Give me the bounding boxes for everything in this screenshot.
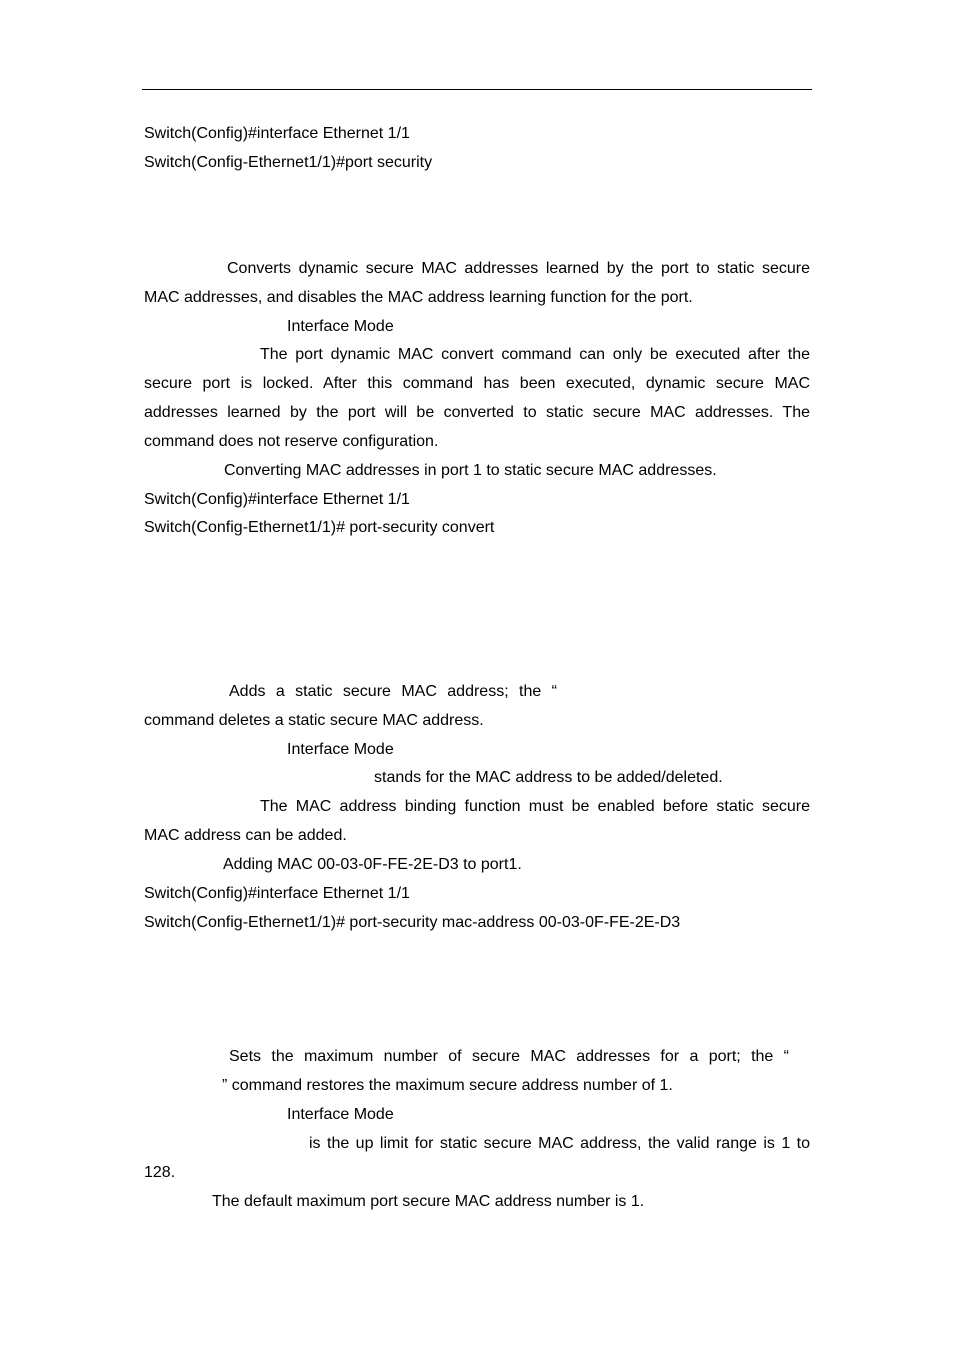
function-text: Sets the maximum number of secure MAC addresses for a port; the “: [229, 1048, 789, 1065]
example-text: Adding MAC 00-03-0F-FE-2E-D3 to port1.: [223, 856, 522, 873]
usage-text: MAC address can be added.: [144, 827, 347, 844]
usage-text: addresses learned by the port will be converted to static secure MAC addresses. The: [144, 404, 810, 421]
function-text: Adds a static secure MAC address; the “: [229, 683, 557, 700]
function-text: ” command restores the maximum secure address number of 1.: [222, 1077, 673, 1094]
command-mode: Interface Mode: [287, 318, 394, 335]
function-text: MAC addresses, and disables the MAC address learning function for the port.: [144, 289, 693, 306]
code-line: Switch(Config-Ethernet1/1)# port-security mac-address 00-03-0F-FE-2E-D3: [144, 914, 681, 931]
usage-text: The port dynamic MAC convert command can only be executed after the: [260, 346, 810, 363]
parameter-text: 128.: [144, 1164, 176, 1181]
code-line: Switch(Config-Ethernet1/1)# port-security convert: [144, 519, 495, 536]
usage-text: secure port is locked. After this command has been executed, dynamic secure MAC: [144, 375, 810, 392]
parameter-text: is the up limit for static secure MAC address, the valid range is 1 to: [309, 1135, 810, 1152]
code-line: Switch(Config)#interface Ethernet 1/1: [144, 885, 410, 902]
code-line: Switch(Config)#interface Ethernet 1/1: [144, 491, 410, 508]
parameter-text: stands for the MAC address to be added/deleted.: [374, 769, 723, 786]
function-text: Converts dynamic secure MAC addresses learned by the port to static secure: [227, 260, 810, 277]
command-mode: Interface Mode: [287, 741, 394, 758]
usage-text: command does not reserve configuration.: [144, 433, 439, 450]
command-mode: Interface Mode: [287, 1106, 394, 1123]
example-text: Converting MAC addresses in port 1 to static secure MAC addresses.: [224, 462, 717, 479]
header-rule: [142, 89, 812, 90]
code-line: Switch(Config)#interface Ethernet 1/1: [144, 125, 410, 142]
code-line: Switch(Config-Ethernet1/1)#port security: [144, 154, 433, 171]
default-text: The default maximum port secure MAC address number is 1.: [212, 1193, 645, 1210]
function-text: command deletes a static secure MAC address.: [144, 712, 484, 729]
usage-text: The MAC address binding function must be enabled before static secure: [260, 798, 810, 815]
